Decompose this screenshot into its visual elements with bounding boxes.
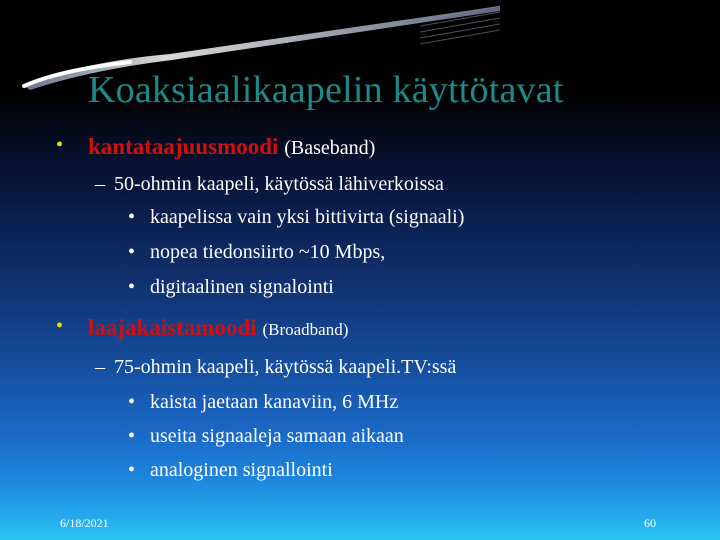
footer-date: 6/18/2021 xyxy=(60,516,109,530)
sub-bullet xyxy=(95,356,456,379)
section-term: laajakaistamoodi xyxy=(88,315,257,340)
bullet-dot: • xyxy=(128,276,136,298)
item-text: analoginen signallointi xyxy=(150,459,333,481)
bullet-dot: • xyxy=(128,206,136,228)
item-text: kaapelissa vain yksi bittivirta (signaali) xyxy=(150,206,465,228)
item-text: digitaalinen signalointi xyxy=(150,276,334,298)
section-term: kantataajuusmoodi xyxy=(88,134,279,159)
item-text: nopea tiedonsiirto ~10 Mbps, xyxy=(150,241,386,263)
sub-text: 75-ohmin kaapeli, käytössä kaapeli.TV:ssä xyxy=(114,356,457,378)
slide-number: 60 xyxy=(644,516,656,530)
bullet-dot: • xyxy=(128,459,136,481)
section-paren: (Baseband) xyxy=(284,137,376,159)
sub-text: 50-ohmin kaapeli, käytössä lähiverkoissa xyxy=(114,173,444,195)
item-text: useita signaaleja samaan aikaan xyxy=(150,425,404,447)
sub-bullet xyxy=(95,173,444,196)
bullet-dot: • xyxy=(128,241,136,263)
bullet-dot: • xyxy=(56,134,64,156)
slide-title: Koaksiaalikaapelin käyttötavat xyxy=(88,69,564,111)
dash-bullet: – xyxy=(95,356,105,378)
item-text: kaista jaetaan kanaviin, 6 MHz xyxy=(150,391,399,413)
bullet-dot: • xyxy=(128,391,136,413)
section-paren: (Broadband) xyxy=(262,320,349,339)
bullet-dot: • xyxy=(56,315,64,337)
dash-bullet: – xyxy=(95,173,105,195)
bullet-dot: • xyxy=(128,425,136,447)
